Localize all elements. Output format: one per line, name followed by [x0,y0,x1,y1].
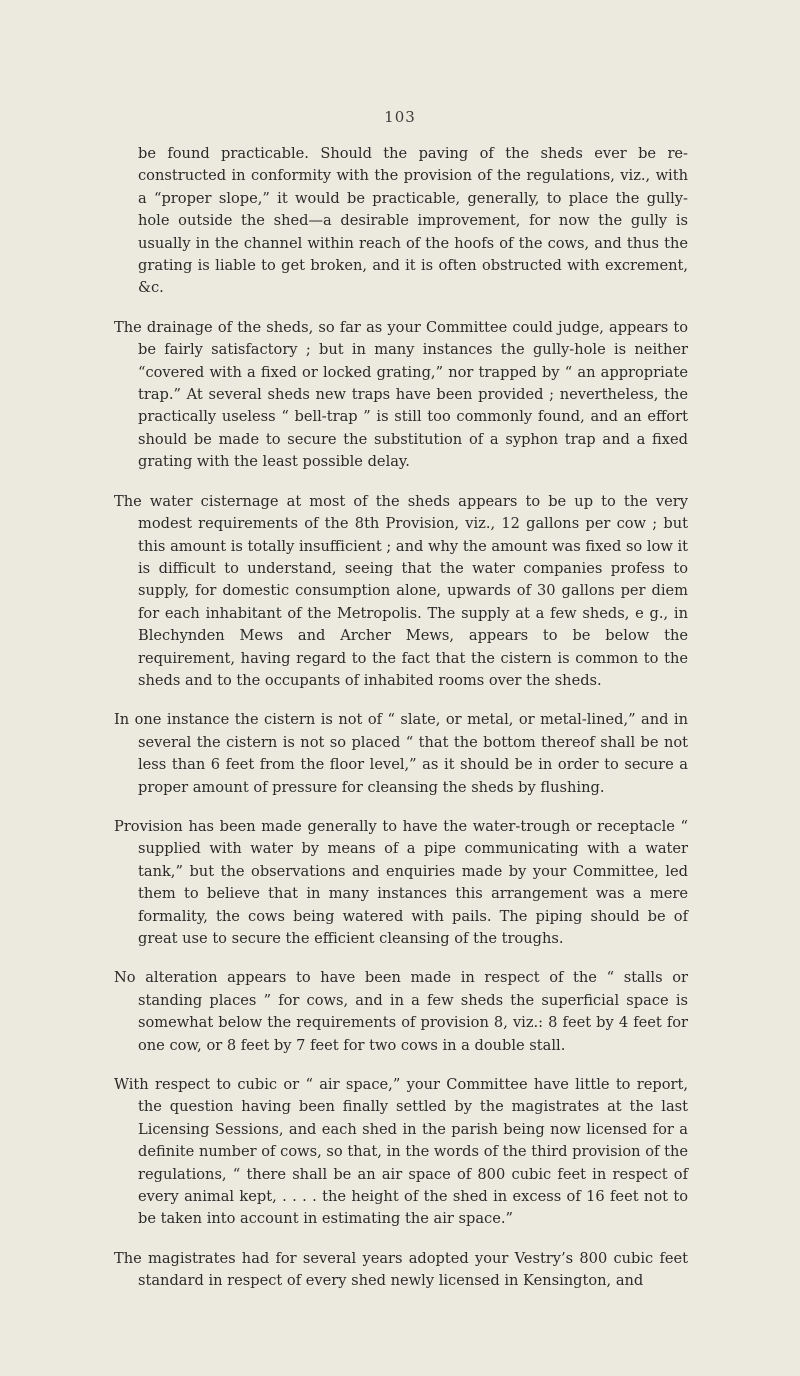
paragraph-stalls: No alteration appears to have been made in respect of the “ stalls or standing places ” for cows, and in a few sheds the superficial space is somewhat below the requirements of provision 8, viz.: 8 feet by 4 feet for one cow, or 8 feet by 7 feet for two cows in a double stall. [114,969,688,1054]
paragraph-cistern-placement: In one instance the cistern is not of “ slate, or metal, or metal-lined,” and in several the cistern is not so placed “ that the bottom thereof shall be not less than 6 feet from the floor level,” as it should be in order to secure a proper amount of pressure for cleansing the sheds by flushing. [114,711,688,796]
paragraph-magistrates: The magistrates had for several years adopted your Vestry’s 800 cubic feet standard in respect of every shed newly licensed in Kensington, and [114,1249,688,1290]
paragraph-water-cisternage: The water cisternage at most of the sheds appears to be up to the very modest requirements of the 8th Provision, viz., 12 gallons per cow ; but this amount is totally insufficient ; and why the amount was fixed so low it is difficult to understand, seeing that the water companies profess to supply, for domestic consumption alone, upwards of 30 gallons per diem for each inhabitant of the Metropolis. The supply at a few sheds, e g., in Blechynden Mews and Archer Mews, appears to be below the requirement, having regard to the fact that the cistern is common to the sheds and to the occupants of inhabited rooms over the sheds. [114,492,688,689]
paragraph-water-trough: Provision has been made generally to have the water-trough or receptacle “ supplied with water by means of a pipe communicating with a water tank,” but the observations and enquiries made by your Committee, led them to believe that in many instances this arrangement was a mere formality, the cows being watered with pails. The piping should be of great use to secure the efficient cleansing of the troughs. [114,817,688,947]
body-text [114,143,688,1310]
paragraph-drainage: The drainage of the sheds, so far as your Committee could judge, appears to be fairly satisfactory ; but in many instances the gully-hole is neither “covered with a fixed or locked grating,” nor trapped by “ an appropriate trap.” At several sheds new traps have been provided ; nevertheless, the practically useless “ bell-trap ” is still too commonly found, and an effort should be made to secure the substitution of a syphon trap and a fixed grating with the least possible delay. [114,318,688,471]
paragraph-gully-hole-continuation: be found practicable. Should the paving of the sheds ever be re-constructed in conformity with the provision of the regulations, viz., with a “proper slope,” it would be practicable, generally, to place the gully-hole outside the shed—a desirable improvement, for now the gully is usually in the channel within reach of the hoofs of the cows, and thus the grating is liable to get broken, and it is often obstructed with excrement, &c. [138,145,688,297]
page-number: 103 [384,108,416,126]
paragraph-air-space: With respect to cubic or “ air space,” your Committee have little to report, the question having been finally settled by the magistrates at the last Licensing Sessions, and each shed in the parish being now licensed for a definite number of cows, so that, in the words of the third provision of the regulations, “ there shall be an air space of 800 cubic feet in respect of every animal kept, . . . . the height of the shed in excess of 16 feet not to be taken into account in estimating the air space.” [114,1076,688,1228]
